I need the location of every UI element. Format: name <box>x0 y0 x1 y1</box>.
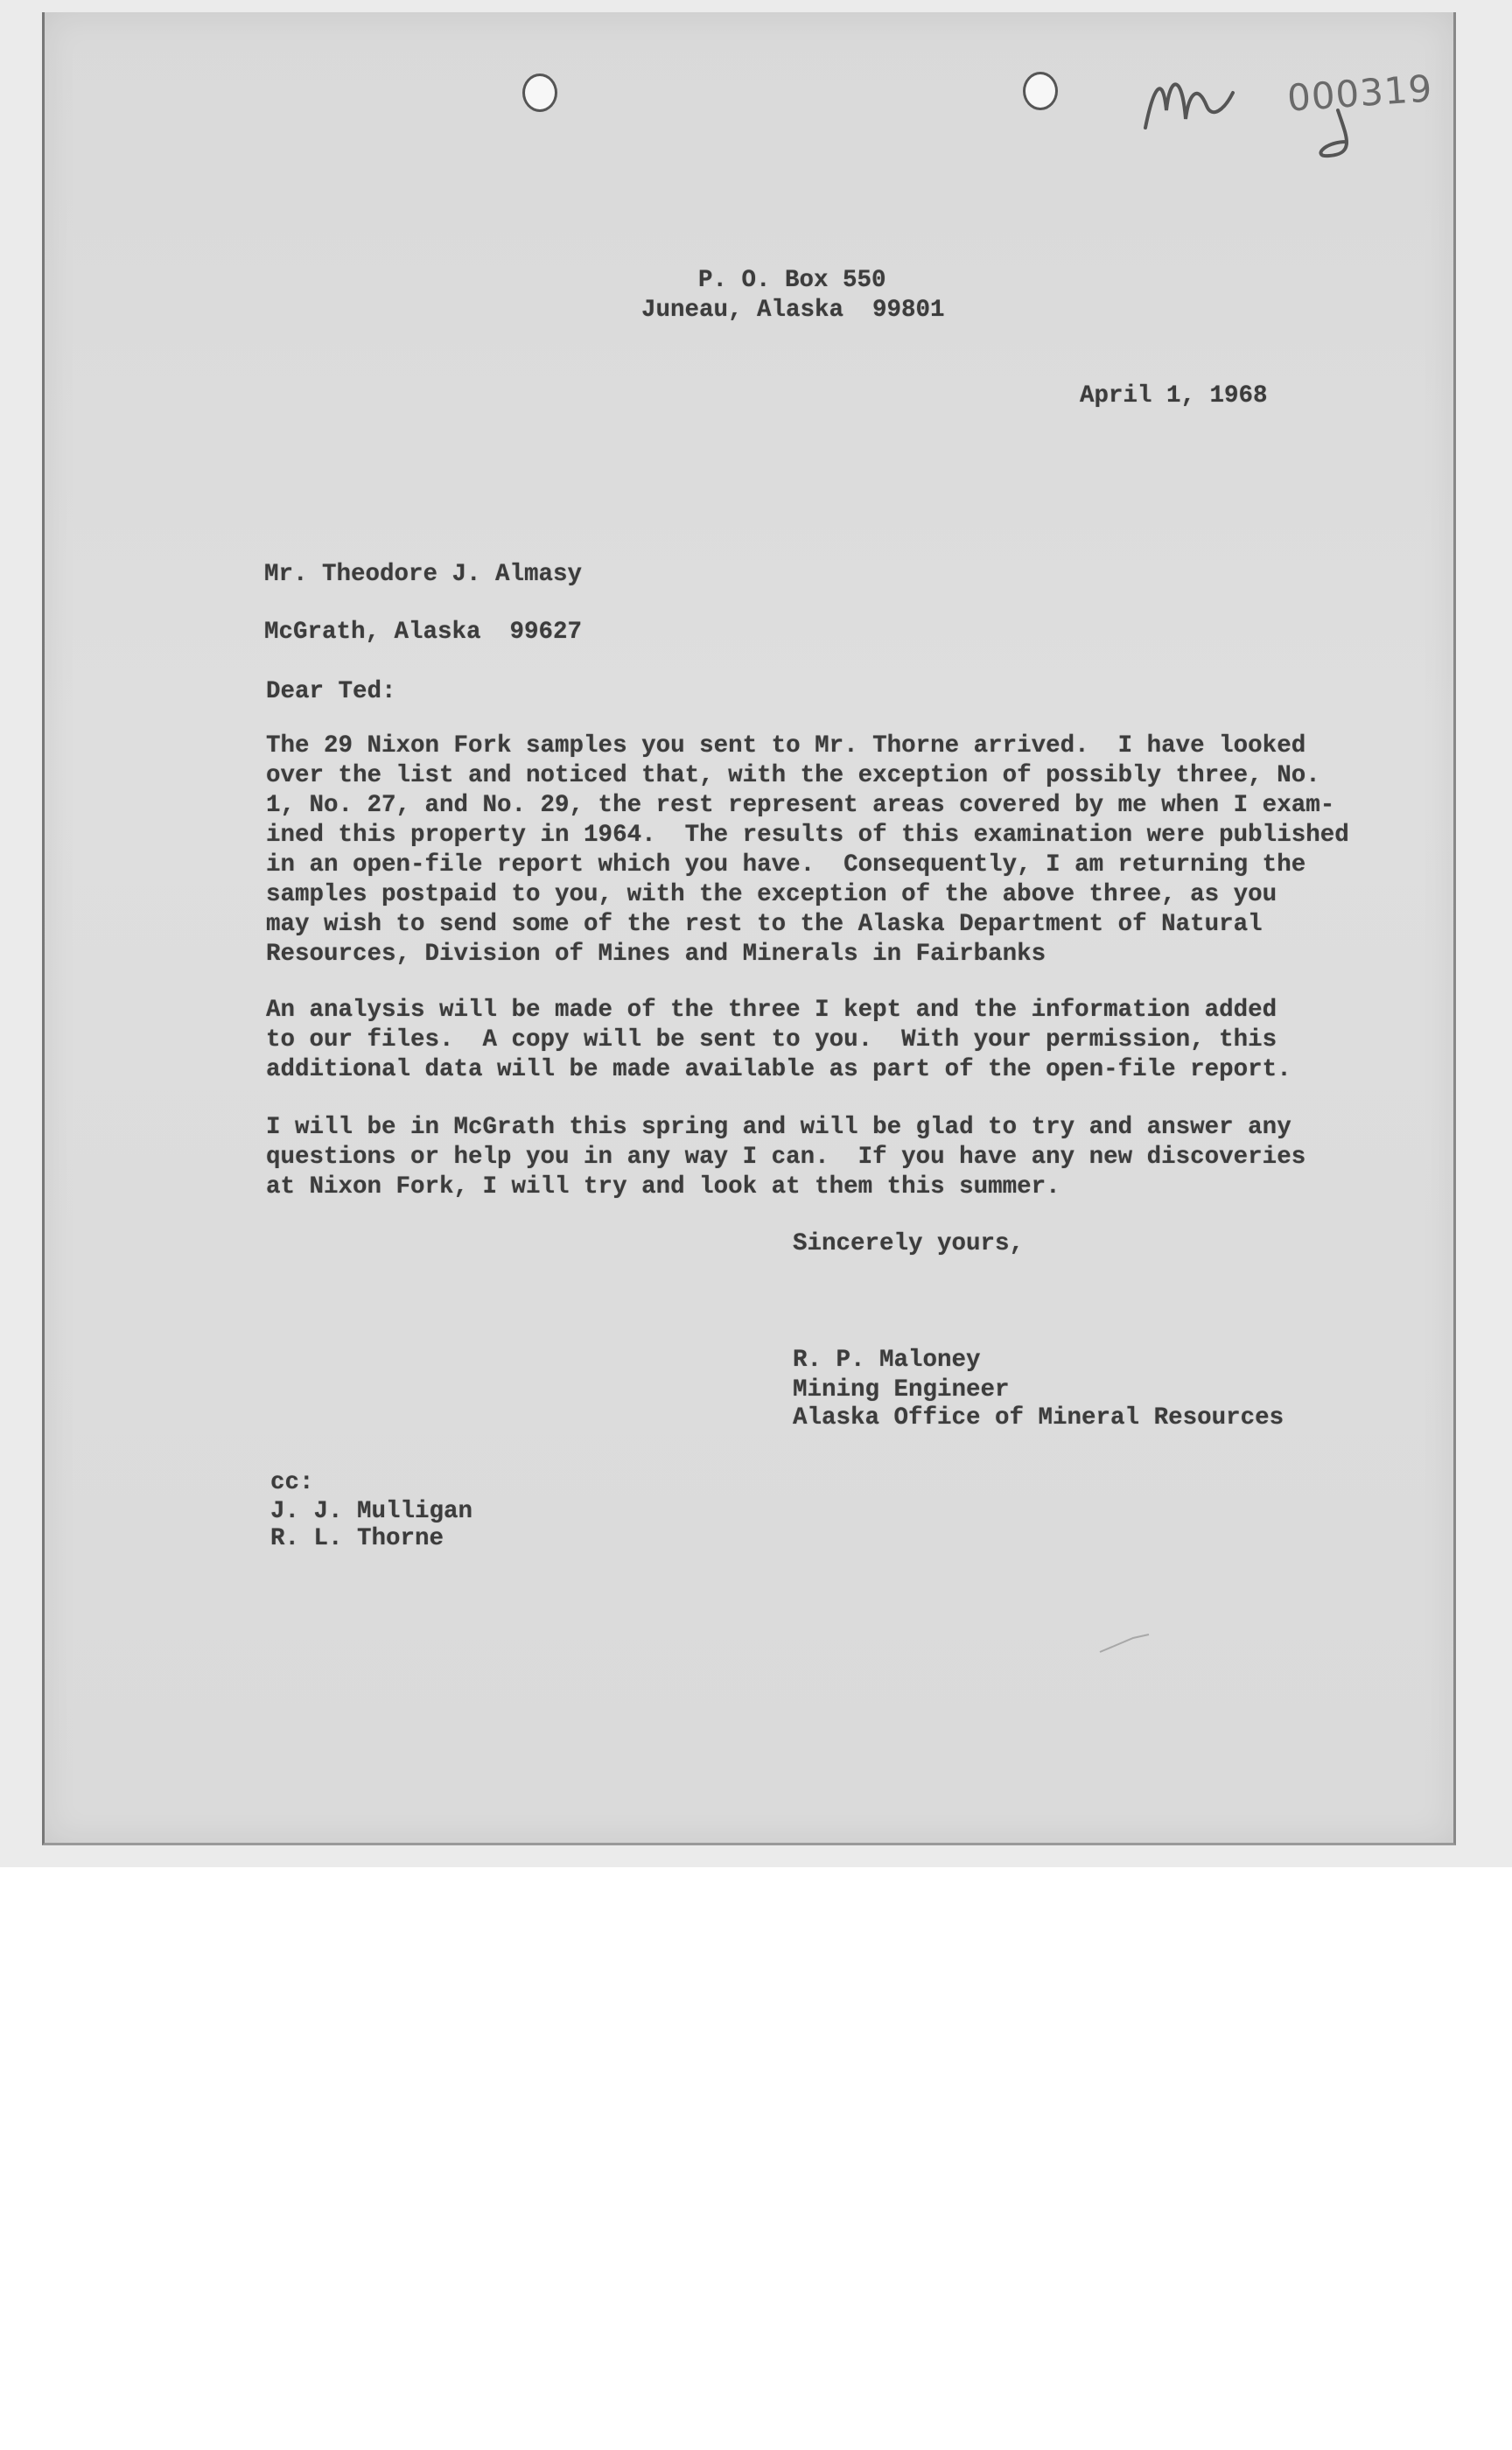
body-paragraph-2 <box>266 996 1368 1085</box>
punch-hole-right <box>1023 72 1058 110</box>
document-number: 000319 <box>1285 66 1434 120</box>
cc-recipient: R. L. Thorne <box>270 1525 444 1552</box>
paragraph-line: 1, No. 27, and No. 29, the rest represent areas covered by me when I exam- <box>266 792 1335 819</box>
salutation: Dear Ted: <box>266 678 396 705</box>
body-paragraph-3 <box>266 1113 1368 1202</box>
cc-label: cc: <box>270 1469 314 1496</box>
paragraph-line: I will be in McGrath this spring and will be glad to try and answer any <box>266 1114 1292 1141</box>
punch-hole-left <box>522 74 557 112</box>
closing: Sincerely yours, <box>793 1230 1025 1257</box>
signature-title: Mining Engineer <box>793 1376 1010 1404</box>
paragraph-line: may wish to send some of the rest to the Alaska Department of Natural <box>266 911 1263 938</box>
signature-name: R. P. Maloney <box>793 1347 981 1374</box>
letterhead-city: Juneau, Alaska 99801 <box>641 297 945 324</box>
letter-page <box>42 12 1456 1845</box>
paragraph-line: additional data will be made available as part of the open-file report. <box>266 1056 1292 1083</box>
recipient-city: McGrath, Alaska 99627 <box>264 619 583 646</box>
recipient-name: Mr. Theodore J. Almasy <box>264 561 583 588</box>
paragraph-line: ined this property in 1964. The results of this examination were published <box>266 822 1349 849</box>
paragraph-line: in an open-file report which you have. Consequently, I am returning the <box>266 851 1306 878</box>
body-paragraph-1 <box>266 732 1368 970</box>
letterhead-po-box: P. O. Box 550 <box>698 267 886 294</box>
paragraph-line: samples postpaid to you, with the exception of the above three, as you <box>266 881 1278 908</box>
paragraph-line: An analysis will be made of the three I kept and the information added <box>266 997 1278 1024</box>
cc-recipient: J. J. Mulligan <box>270 1498 473 1525</box>
paragraph-line: over the list and noticed that, with the exception of possibly three, No. <box>266 762 1320 789</box>
signature-office: Alaska Office of Mineral Resources <box>793 1404 1284 1432</box>
paper-mark <box>1098 1633 1151 1654</box>
paragraph-line: The 29 Nixon Fork samples you sent to Mr. Thorne arrived. I have looked <box>266 732 1306 760</box>
paragraph-line: Resources, Division of Mines and Minerals in Fairbanks <box>266 941 1046 968</box>
letter-date: April 1, 1968 <box>1080 382 1268 410</box>
paragraph-line: questions or help you in any way I can. If you have any new discoveries <box>266 1144 1306 1171</box>
handwritten-stamp <box>1137 58 1434 163</box>
paragraph-line: to our files. A copy will be sent to you. With your permission, this <box>266 1026 1278 1054</box>
paragraph-line: at Nixon Fork, I will try and look at them this summer. <box>266 1173 1060 1200</box>
